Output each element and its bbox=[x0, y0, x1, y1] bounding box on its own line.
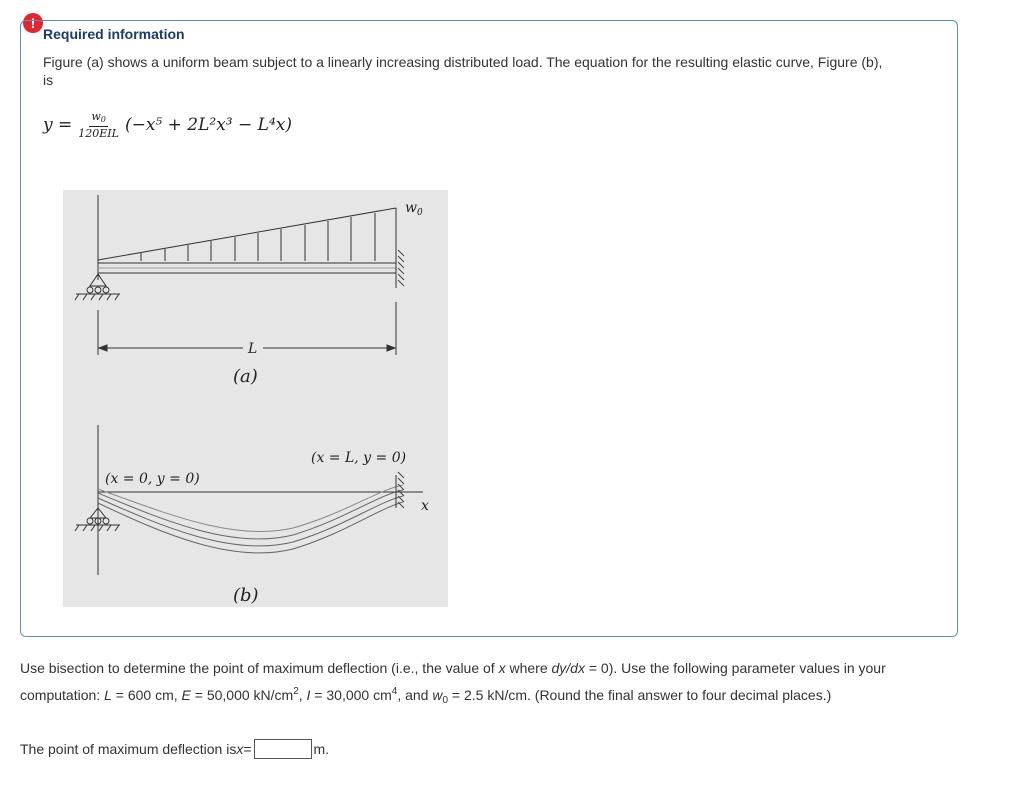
beam-diagram bbox=[63, 190, 448, 607]
left-boundary-label: (x = 0, y = 0) bbox=[105, 471, 200, 487]
answer-prefix: The point of maximum deflection is bbox=[20, 741, 237, 757]
figure-b bbox=[75, 425, 423, 575]
equation-lhs: y = bbox=[43, 115, 73, 135]
caption-b: (b) bbox=[233, 585, 259, 606]
fraction-numerator: w0 bbox=[89, 111, 108, 127]
answer-variable: x bbox=[236, 741, 244, 757]
x-axis-label: x bbox=[421, 498, 429, 514]
answer-input[interactable] bbox=[254, 739, 312, 759]
hatch-right-a bbox=[398, 250, 404, 286]
answer-unit: m. bbox=[313, 741, 330, 757]
answer-equals: = bbox=[243, 741, 252, 757]
load-arrows bbox=[141, 213, 375, 261]
figure-a bbox=[75, 195, 404, 355]
answer-row bbox=[20, 739, 329, 759]
elastic-curve-equation bbox=[43, 105, 292, 145]
beam-figure bbox=[63, 190, 448, 607]
info-title: Required information bbox=[43, 26, 185, 42]
alert-icon: ! bbox=[23, 13, 43, 33]
equation-fraction bbox=[78, 111, 119, 139]
caption-a: (a) bbox=[233, 366, 258, 387]
load-label: $w_0$ bbox=[405, 200, 423, 218]
info-description: Figure (a) shows a uniform beam subject to a linearly increasing distributed load. The equation for the resulting elastic curve, Figure (b), is bbox=[43, 54, 883, 88]
fraction-denominator: 120EIL bbox=[78, 127, 119, 140]
equation-body: (−x⁵ + 2L²x³ − L⁴x) bbox=[124, 115, 292, 135]
right-boundary-label: (x = L, y = 0) bbox=[311, 450, 407, 466]
question-text: Use bisection to determine the point of maximum deflection (i.e., the value of x where dy/dx = 0). Use the following parameter values in your computation: L = 600 cm, E = 50,000 $kN/cm^2$, I = 30,000 $cm^4$, and $w_0 = 2.5$ kN/cm. (Round the final answer to four decimal places.) bbox=[20, 660, 886, 706]
length-label: L bbox=[248, 341, 258, 357]
